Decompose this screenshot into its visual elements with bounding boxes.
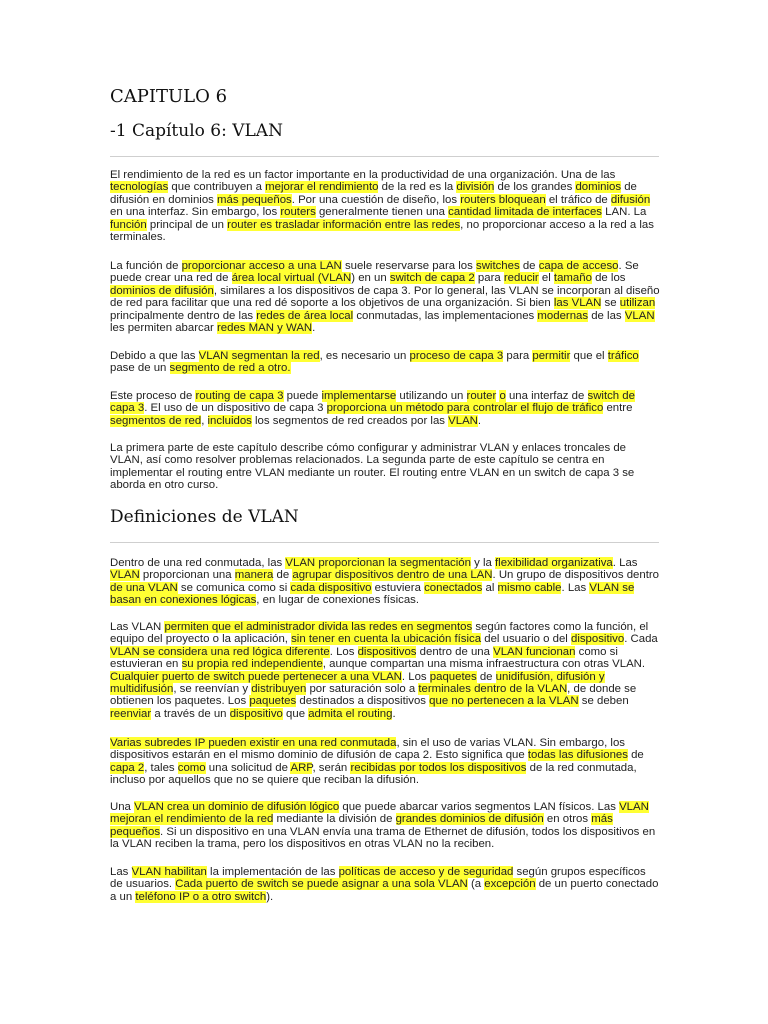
highlighted-text: cantidad limitada de interfaces	[448, 206, 603, 219]
text-run: los segmentos de red creados por las	[251, 414, 449, 427]
highlighted-text: dominios de difusión	[110, 284, 214, 297]
highlighted-text: agrupar dispositivos dentro de una LAN	[292, 569, 493, 582]
text-run: según factores como la función, el equipo del proyecto o la aplicación,	[110, 621, 649, 646]
paragraph	[110, 621, 660, 720]
highlighted-text: dominios	[575, 181, 622, 194]
highlighted-text: VLAN mejoran el rendimiento de la red	[110, 801, 649, 826]
highlighted-text: dispositivo	[571, 633, 625, 646]
text-run: , de donde se obtienen los paquetes. Los	[110, 683, 637, 708]
section-title-vlan: -1 Capítulo 6: VLAN	[110, 121, 283, 141]
paragraph	[110, 350, 660, 375]
highlighted-text: manera	[234, 569, 274, 582]
highlighted-text: capa 2	[110, 761, 145, 774]
paragraph	[110, 737, 660, 787]
text-run: , se reenvían y	[173, 683, 252, 696]
highlighted-text: cada dispositivo	[290, 581, 372, 594]
highlighted-text: más pequeños	[217, 193, 292, 206]
text-run: dentro de una	[416, 645, 494, 658]
text-run: estuviera	[371, 581, 425, 594]
text-run: El rendimiento de la red es un factor importante en la productividad de una organización. Una de las	[110, 169, 616, 181]
highlighted-text: routers bloquean	[460, 193, 546, 206]
text-run: ).	[266, 890, 274, 903]
text-run: Una	[110, 801, 135, 813]
highlighted-text: reenviar	[110, 707, 152, 720]
highlighted-text: permiten que el administrador divida las redes en segmentos	[164, 621, 473, 633]
text-run: . Las	[561, 581, 590, 594]
highlighted-text: proporcionar acceso a una LAN	[181, 260, 342, 272]
text-run: ) en un	[351, 272, 390, 285]
text-run: el tráfico de	[545, 193, 611, 206]
text-run: el	[538, 272, 554, 285]
text-run: . El uso de un dispositivo de capa 3	[144, 402, 327, 415]
highlighted-text: VLAN	[110, 569, 140, 582]
text-run: La primera parte de este capítulo describe cómo configurar y administrar VLAN y enlaces troncales de VLAN, así como resolver problemas relacionados. La segunda parte de este capítulo se centra en implementar el routing entre VLAN mediante un router. El routing entre VLAN en un switch de capa 3 se aborda en otro curso.	[110, 442, 635, 492]
text-run: . Si un dispositivo en una VLAN envía una trama de Ethernet de difusión, todos los dispositivos en la VLAN reciben la trama, pero los dispositivos en otras VLAN no la reciben.	[110, 825, 656, 851]
text-run: .	[312, 322, 316, 335]
text-run: que puede abarcar varios segmentos LAN físicos. Las	[339, 801, 620, 813]
text-run: , sin el uso de varias VLAN. Sin embargo, los dispositivos estarán en el mismo dominio de difusión de capa 2. Esto significa que	[110, 737, 625, 762]
text-run: que	[282, 707, 309, 720]
text-run: les permiten abarcar	[110, 322, 217, 335]
text-run: en una interfaz. Sin embargo, los	[110, 206, 281, 219]
highlighted-text: mismo cable	[497, 581, 562, 594]
text-run: Las	[110, 866, 132, 878]
highlighted-text: switches	[476, 260, 520, 272]
text-run: se	[601, 297, 620, 310]
highlighted-text: admita el routing	[308, 707, 393, 720]
text-run: La función de	[110, 260, 182, 272]
text-run: se deben	[578, 695, 629, 708]
text-run: se comunica como si	[177, 581, 291, 594]
highlighted-text: como	[177, 761, 206, 774]
paragraph	[110, 801, 660, 851]
highlighted-text: mejorar el rendimiento	[265, 181, 379, 194]
text-run: a través de un	[151, 707, 230, 720]
text-run: puede	[283, 390, 322, 402]
text-run: la implementación de las	[206, 866, 339, 878]
highlighted-text: segmento de red a otro.	[169, 362, 291, 375]
text-run: , es necesario un	[319, 350, 410, 362]
text-run: proporcionan una	[139, 569, 235, 582]
highlighted-text: VLAN habilitan	[131, 866, 207, 878]
highlighted-text: Varias subredes IP pueden existir en una red conmutada	[110, 737, 397, 749]
text-run: de difusión en dominios	[110, 181, 637, 206]
highlighted-text: routing de capa 3	[195, 390, 284, 402]
text-run: pase de un	[110, 362, 170, 375]
paragraph	[110, 442, 660, 492]
highlighted-text: VLAN segmentan la red	[198, 350, 320, 362]
highlighted-text: router	[466, 390, 497, 402]
highlighted-text: difusión	[610, 193, 651, 206]
text-run: .	[392, 707, 396, 720]
text-run: mediante la división de	[273, 813, 396, 826]
highlighted-text: dispositivos	[357, 645, 417, 658]
text-run: para	[503, 350, 533, 362]
highlighted-text: redes de área local	[256, 309, 354, 322]
highlighted-text: que no pertenecen a la VLAN	[429, 695, 579, 708]
text-run: . Cada	[624, 633, 658, 646]
highlighted-text: VLAN se basan en conexiones lógicas	[110, 581, 635, 607]
text-run: , tales	[144, 761, 178, 774]
highlighted-text: implementarse	[321, 390, 397, 402]
highlighted-text: área local virtual (VLAN	[231, 272, 352, 285]
text-run: de	[273, 569, 293, 582]
text-run: al	[482, 581, 498, 594]
highlighted-text: tráfico	[607, 350, 639, 362]
highlighted-text: grandes dominios de difusión	[395, 813, 544, 826]
text-run: en otros	[543, 813, 592, 826]
highlighted-text: reducir	[503, 272, 539, 285]
text-run: . Se puede crear una red de	[110, 260, 639, 285]
text-run: de los grandes	[494, 181, 576, 194]
highlighted-text: paquetes	[429, 670, 477, 683]
text-run: una interfaz de	[505, 390, 588, 402]
text-run: para	[474, 272, 504, 285]
text-run: , en lugar de conexiones físicas.	[256, 594, 420, 607]
text-run: Dentro de una red conmutada, las	[110, 557, 286, 569]
text-run: que contribuyen a	[168, 181, 266, 194]
text-run: conmutadas, las implementaciones	[353, 309, 538, 322]
text-run: de	[627, 749, 644, 762]
section-divider	[110, 156, 659, 157]
text-run: de las	[588, 309, 625, 322]
text-run: Este proceso de	[110, 390, 196, 402]
section-divider	[110, 542, 659, 543]
text-run: . Un grupo de dispositivos dentro	[492, 569, 660, 582]
highlighted-text: router es trasladar información entre las redes	[227, 218, 461, 231]
text-run: y la	[470, 557, 495, 569]
paragraph	[110, 260, 660, 334]
paragraph	[110, 390, 660, 427]
highlighted-text: tamaño	[553, 272, 592, 285]
text-run: destinados a dispositivos	[296, 695, 430, 708]
highlighted-text: VLAN crea un dominio de difusión lógico	[134, 801, 340, 813]
highlighted-text: Cualquier puerto de switch puede pertenecer a una VLAN	[110, 670, 402, 683]
section-title-definiciones: Definiciones de VLAN	[110, 507, 299, 527]
highlighted-text: incluidos	[207, 414, 252, 427]
highlighted-text: ARP	[290, 761, 313, 774]
text-run: generalmente tienen una	[315, 206, 449, 219]
highlighted-text: de una VLAN	[110, 581, 178, 594]
text-run: de la red conmutada, incluso por aquellos que no se quiere que reciban la difusión.	[110, 761, 637, 787]
highlighted-text: VLAN	[624, 309, 655, 322]
highlighted-text: VLAN se considera una red lógica diferente	[110, 645, 330, 658]
text-run: . Los	[329, 645, 358, 658]
highlighted-text: utilizan	[619, 297, 656, 310]
highlighted-text: sin tener en cuenta la ubicación física	[291, 633, 482, 646]
highlighted-text: distribuyen	[251, 683, 307, 696]
text-run: (a	[467, 878, 485, 891]
highlighted-text: proceso de capa 3	[409, 350, 504, 362]
text-run: LAN. La	[602, 206, 647, 219]
highlighted-text: switch de capa 3	[110, 390, 635, 415]
highlighted-text: o	[499, 390, 506, 402]
text-run: de	[476, 670, 496, 683]
paragraph	[110, 169, 660, 243]
highlighted-text: unidifusión, difusión y multidifusión	[110, 670, 605, 696]
highlighted-text: excepción	[484, 878, 536, 891]
text-run: principal de un	[146, 218, 228, 231]
highlighted-text: conectados	[424, 581, 483, 594]
text-run: del usuario o del	[481, 633, 571, 646]
text-run: una solicitud de	[205, 761, 291, 774]
chapter-title: CAPITULO 6	[110, 86, 228, 107]
highlighted-text: proporciona un método para controlar el flujo de tráfico	[326, 402, 604, 415]
text-run: que el	[570, 350, 608, 362]
text-run: de	[519, 260, 539, 272]
text-run: . Por una cuestión de diseño, los	[291, 193, 461, 206]
highlighted-text: las VLAN	[553, 297, 602, 310]
text-run: como si estuvieran en	[110, 645, 618, 671]
highlighted-text: Cada puerto de switch se puede asignar a una sola VLAN	[175, 878, 468, 891]
highlighted-text: su propia red independiente	[181, 658, 323, 671]
text-run: de un puerto conectado a un	[110, 878, 659, 903]
text-run: entre	[603, 402, 633, 415]
text-run: principalmente dentro de las	[110, 309, 257, 322]
text-run: . Las	[612, 557, 638, 569]
text-run: , no proporcionar acceso a la red a las terminales.	[110, 218, 654, 244]
text-run: , serán	[312, 761, 351, 774]
highlighted-text: VLAN	[448, 414, 478, 427]
text-run: Debido a que las	[110, 350, 199, 362]
text-run: según grupos específicos de usuarios.	[110, 866, 646, 891]
text-run: suele reservarse para los	[341, 260, 476, 272]
highlighted-text: switch de capa 2	[389, 272, 475, 285]
highlighted-text: routers	[280, 206, 316, 219]
text-run: .	[477, 414, 482, 427]
highlighted-text: capa de acceso	[538, 260, 619, 272]
text-run: . Los	[401, 670, 430, 683]
highlighted-text: VLAN funcionan	[493, 645, 576, 658]
highlighted-text: división	[456, 181, 495, 194]
text-run: de la red es la	[378, 181, 457, 194]
highlighted-text: modernas	[537, 309, 589, 322]
highlighted-text: terminales dentro de la VLAN	[418, 683, 568, 696]
highlighted-text: recibidas por todos los dispositivos	[350, 761, 527, 774]
highlighted-text: dispositivo	[229, 707, 283, 720]
text-run: , aunque compartan una misma infraestructura con otras VLAN.	[322, 658, 646, 671]
highlighted-text: paquetes	[249, 695, 297, 708]
highlighted-text: teléfono IP o a otro switch	[135, 890, 267, 903]
highlighted-text: permitir	[532, 350, 571, 362]
text-run: , similares a los dispositivos de capa 3. Por lo general, las VLAN se incorporan al diseño de red para facilitar que una red dé soporte a los objetivos de una organización. Si bien	[110, 284, 660, 310]
highlighted-text: redes MAN y WAN	[217, 322, 313, 335]
highlighted-text: políticas de acceso y de seguridad	[338, 866, 514, 878]
highlighted-text: todas las difusiones	[527, 749, 628, 762]
highlighted-text: flexibilidad organizativa	[495, 557, 613, 569]
highlighted-text: función	[110, 218, 147, 231]
text-run: utilizando un	[396, 390, 467, 402]
highlighted-text: VLAN proporcionan la segmentación	[285, 557, 471, 569]
highlighted-text: tecnologías	[110, 181, 169, 194]
text-run: ,	[201, 414, 208, 427]
highlighted-text: segmentos de red	[110, 414, 202, 427]
highlighted-text: más pequeños	[110, 813, 613, 838]
text-run: de los	[591, 272, 626, 285]
paragraph	[110, 866, 660, 903]
text-run: por saturación solo a	[306, 683, 419, 696]
text-run: Las VLAN	[110, 621, 165, 633]
paragraph	[110, 557, 660, 607]
